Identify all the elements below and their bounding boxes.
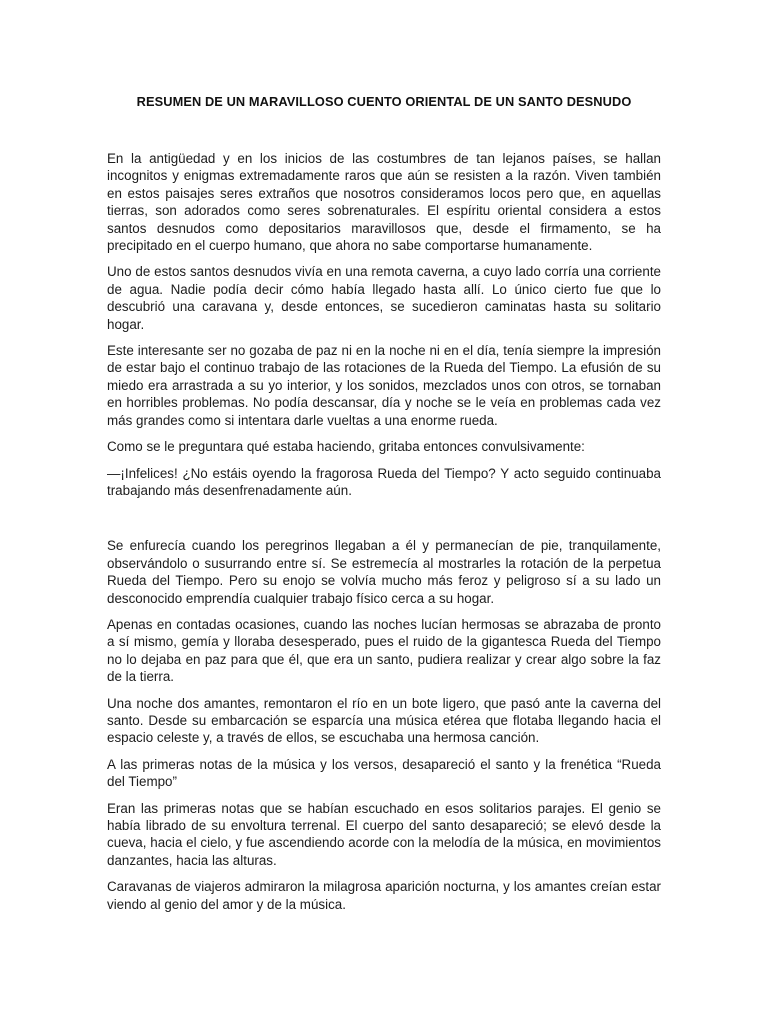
paragraph-6: Se enfurecía cuando los peregrinos llegaban a él y permanecían de pie, tranquilamente, observándolo o susurrando entre sí. Se estremecía al mostrarles la rotación de la perpetua Rueda del Tiempo. Pero su enojo se volvía mucho más feroz y peligroso sí a su lado un desconocido emprendía cualquier trabajo físico cerca a su hogar. [107, 538, 661, 606]
paragraph-8: Una noche dos amantes, remontaron el río en un bote ligero, que pasó ante la caverna del santo. Desde su embarcación se esparcía una música etérea que flotaba llegando hacia el espacio celeste y, a través de ellos, se escuchaba una hermosa canción. [107, 695, 661, 746]
paragraph-3: Este interesante ser no gozaba de paz ni en la noche ni en el día, tenía siempre la impresión de estar bajo el continuo trabajo de las rotaciones de la Rueda del Tiempo. La efusión de su miedo era arrastrada a su yo interior, y los sonidos, mezclados unos con otros, se tornaban en horribles problemas. No podía descansar, día y noche se le veía en problemas cada vez más grandes como si intentara darle vueltas a una enorme rueda. [107, 343, 661, 428]
paragraph-7: Apenas en contadas ocasiones, cuando las noches lucían hermosas se abrazaba de pronto a sí mismo, gemía y lloraba desesperado, pues el ruido de la gigantesca Rueda del Tiempo no lo dejaba en paz para que él, que era un santo, pudiera realizar y crear algo sobre la faz de la tierra. [107, 616, 661, 685]
paragraph-1: En la antigüedad y en los inicios de las costumbres de tan lejanos países, se hallan incognitos y enigmas extremadamente raros que aún se resisten a la razón. Viven también en estos paisajes seres extraños que nosotros consideramos locos pero que, en aquellas tierras, son adorados como seres sobrenaturales. El espíritu oriental considera a estos santos desnudos como depositarios maravillosos que, desde el firmamento, se ha precipitado en el cuerpo humano, que ahora no sabe comportarse humanamente. [107, 151, 661, 254]
paragraph-10: Eran las primeras notas que se habían escuchado en esos solitarios parajes. El genio se había librado de su envoltura terrenal. El cuerpo del santo desapareció; se elevó desde la cueva, hacia el cielo, y fue ascendiendo acorde con la melodía de la música, en movimientos danzantes, hacia las alturas. [107, 800, 661, 868]
paragraph-4: Como se le preguntara qué estaba haciendo, gritaba entonces convulsivamente: [107, 439, 585, 455]
paragraph-2: Uno de estos santos desnudos vivía en una remota caverna, a cuyo lado corría una corriente de agua. Nadie podía decir cómo había llegado hasta allí. Lo único cierto fue que lo descubrió una caravana y, desde entonces, se sucedieron caminatas hasta su solitario hogar. [107, 264, 661, 332]
section-gap [107, 508, 661, 537]
paragraph-5: —¡Infelices! ¿No estáis oyendo la fragorosa Rueda del Tiempo? Y acto seguido continuaba trabajando más desenfrenadamente aún. [107, 465, 661, 498]
paragraph-9: A las primeras notas de la música y los versos, desapareció el santo y la frenética “Rueda del Tiempo” [107, 756, 661, 790]
document-body [107, 150, 661, 922]
document-title: RESUMEN DE UN MARAVILLOSO CUENTO ORIENTAL DE UN SANTO DESNUDO [136, 94, 632, 109]
paragraph-11: Caravanas de viajeros admiraron la milagrosa aparición nocturna, y los amantes creían estar viendo al genio del amor y de la música. [107, 879, 661, 912]
